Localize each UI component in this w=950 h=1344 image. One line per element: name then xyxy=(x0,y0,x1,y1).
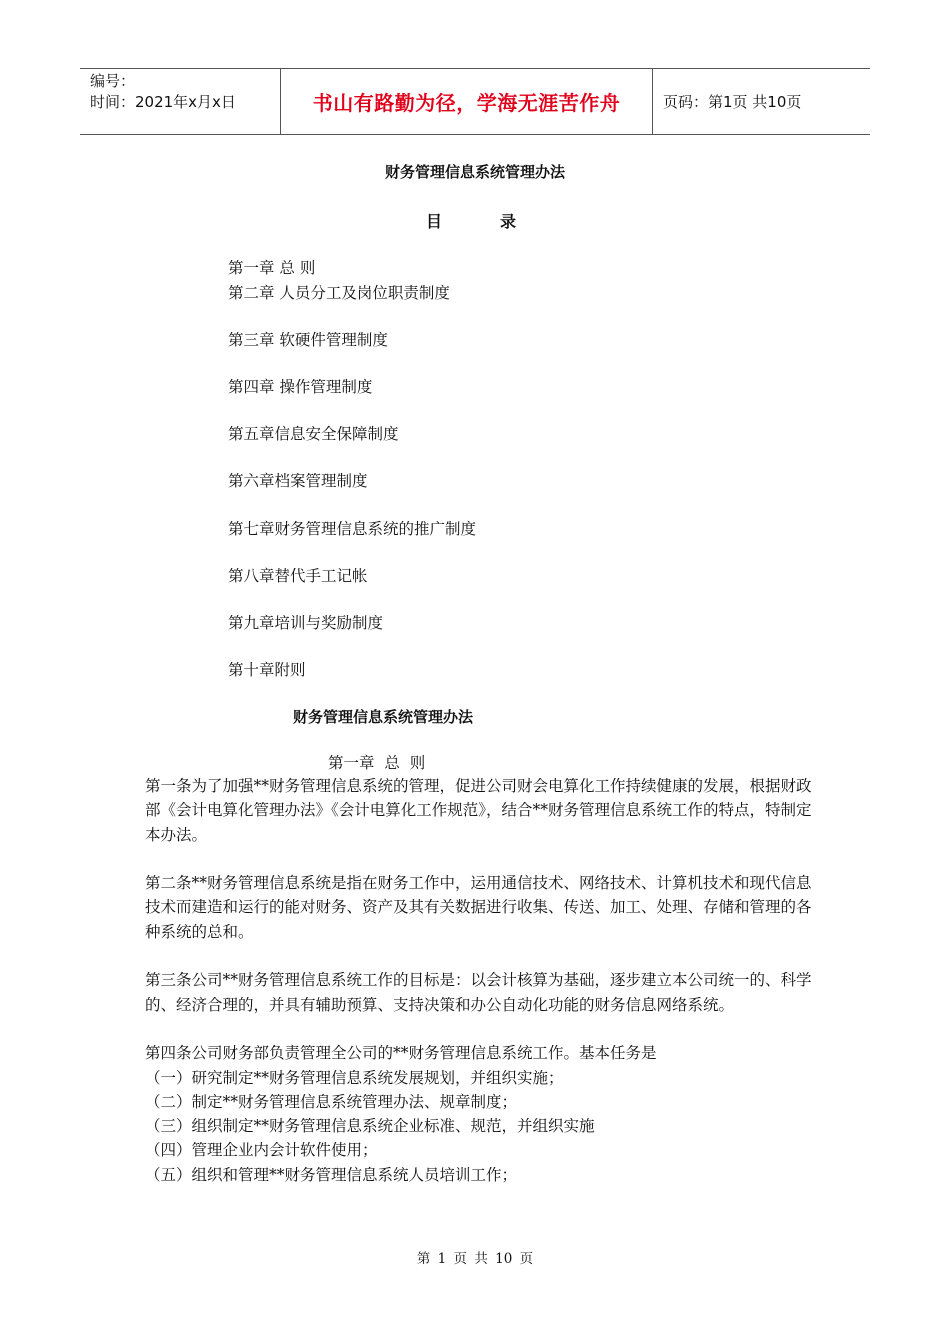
list-item: （五）组织和管理**财务管理信息系统人员培训工作； xyxy=(145,1165,518,1184)
page-label: 页码：第1页 共10页 xyxy=(663,93,802,111)
list-item: （三）组织制定**财务管理信息系统企业标准、规范，并组织实施 xyxy=(145,1117,595,1136)
header-motto-cell xyxy=(280,69,653,134)
toc-heading-right: 录 xyxy=(500,212,517,231)
toc-item: 第二章 人员分工及岗位职责制度 xyxy=(228,284,450,302)
number-label: 编号： xyxy=(90,72,136,90)
page-header xyxy=(80,68,870,135)
time-label: 时间：2021年x月x日 xyxy=(90,93,236,111)
page-footer: 第 1 页 共 10 页 xyxy=(416,1251,534,1267)
toc-item: 第三章 软硬件管理制度 xyxy=(228,331,388,349)
document-body xyxy=(145,774,815,1187)
document-title: 财务管理信息系统管理办法 xyxy=(384,163,565,181)
header-page-cell xyxy=(653,69,870,134)
section-title: 财务管理信息系统管理办法 xyxy=(293,708,474,726)
paragraph: 第一条为了加强**财务管理信息系统的管理，促进公司财会电算化工作持续健康的发展，根据财政部《会计电算化管理办法》《会计电算化工作规范》，结合**财务管理信息系统工作的特点，特制定本办法。 xyxy=(145,777,812,844)
toc-item: 第六章档案管理制度 xyxy=(228,472,368,490)
header-meta xyxy=(80,69,280,134)
paragraph: 第二条**财务管理信息系统是指在财务工作中，运用通信技术、网络技术、计算机技术和现代信息技术而建造和运行的能对财务、资产及其有关数据进行收集、传送、加工、处理、存储和管理的各种系统的总和。 xyxy=(145,874,812,941)
chapter-heading: 第一章 总 则 xyxy=(328,754,426,772)
list-item: （四）管理企业内会计软件使用； xyxy=(145,1141,378,1160)
toc-heading-left: 目 xyxy=(426,212,443,231)
article-4-intro: 第四条公司财务部负责管理全公司的**财务管理信息系统工作。基本任务是 xyxy=(145,1044,657,1063)
list-item: （一）研究制定**财务管理信息系统发展规划，并组织实施； xyxy=(145,1068,564,1087)
toc-heading xyxy=(426,209,516,232)
toc-item: 第九章培训与奖励制度 xyxy=(228,614,384,632)
list-item: （二）制定**财务管理信息系统管理办法、规章制度； xyxy=(145,1092,518,1111)
paragraph: 第三条公司**财务管理信息系统工作的目标是：以会计核算为基础，逐步建立本公司统一的、科学的、经济合理的，并具有辅助预算、支持决策和办公自动化功能的财务信息网络系统。 xyxy=(145,971,812,1014)
toc-item: 第四章 操作管理制度 xyxy=(228,378,373,396)
toc-item: 第八章替代手工记帐 xyxy=(228,567,368,585)
motto-text: 书山有路勤为径，学海无涯苦作舟 xyxy=(312,91,621,115)
toc-item: 第七章财务管理信息系统的推广制度 xyxy=(228,520,477,538)
toc-item: 第十章附则 xyxy=(228,661,306,679)
toc-item: 第五章信息安全保障制度 xyxy=(228,425,399,443)
toc-item: 第一章 总 则 xyxy=(228,259,316,277)
